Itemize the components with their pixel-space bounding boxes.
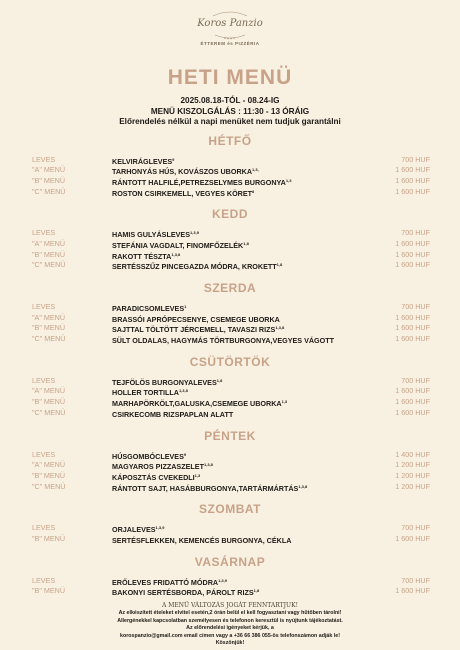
day-section [0,207,460,271]
menu-price: 1 200 HUF [395,481,430,491]
allergen-codes: 1,8 [276,262,283,268]
footer-line: Allergénekkel kapcsolatban személyesen és telefonon keresztül is nyújtunk tájékoztatást. [117,617,343,624]
menu-category: LEVES [32,575,56,585]
dish-name [112,260,282,273]
allergen-codes: 1,3 [285,177,292,183]
footer-line: Az előrendelési igényeket kérjük, a [186,625,274,632]
menu-price: 1 600 HUF [395,386,430,396]
dish-text: PARADICSOMLEVES [112,304,185,313]
menu-price: 1 600 HUF [395,312,430,322]
allergen-codes: 1,3, [252,167,259,173]
dish-text: ORJALEVES [112,525,156,535]
menu-row [0,386,460,397]
dish-text: RAKOTT TÉSZTA [112,251,172,261]
menu-category: "A" MENÜ [32,312,66,322]
day-section [0,429,460,493]
allergen-codes: 1,8 [216,377,223,383]
menu-category: "B" MENÜ [32,249,66,259]
logo-ornament-icon [185,8,275,54]
menu-row [0,450,460,461]
menu-price: 1 600 HUF [395,238,430,248]
footer-line: Köszönjük! [215,640,245,647]
allergen-codes: 1,3,9 [190,230,199,236]
menu-row [0,250,460,261]
dish-name [112,334,334,347]
menu-price: 700 HUF [401,302,430,311]
menu-category: "B" MENÜ [32,175,66,185]
menu-row [0,239,460,250]
menu-category: "B" MENÜ [32,586,66,596]
logo-name: Koros Panzio [197,18,263,29]
menu-row [0,228,460,239]
menu-row [0,187,460,198]
dish-name [112,482,307,495]
menu-price: 700 HUF [401,375,430,385]
dish-text: SÜLT OLDALAS, HAGYMÁS TÖRTBURGONYA,VEGYES VÁGOTT [112,336,335,346]
day-heading: SZERDA [203,281,257,295]
allergen-codes: 1,8 [243,240,249,246]
day-heading: PÉNTEK [204,428,256,443]
footer-note: A MENÜ VÁLTOZÁS JOGÁT FENNTARTJUK! [161,602,299,609]
menu-price: 1 600 HUF [395,260,430,270]
logo [185,8,275,54]
menu-category: "B" MENÜ [32,533,66,543]
serving-time: MENÜ KISZOLGÁLÁS : 11:30 - 13 ÓRÁIG [150,106,310,116]
menu-category: "C" MENÜ [32,260,66,270]
allergen-codes: 1,3,8 [275,325,285,331]
dish-text: TEJFÖLÖS BURGONYALEVES [112,377,217,387]
menu-row [0,534,460,545]
day-section [0,134,460,198]
dish-name [112,534,291,547]
menu-price: 700 HUF [401,228,430,238]
allergen-codes: 1,3 [194,472,201,478]
menu-price: 1 600 HUF [395,186,430,196]
allergen-codes: 9 [172,156,175,162]
menu-price: 1 600 HUF [395,334,430,344]
dish-text: KÁPOSZTÁS CVEKEDLI [112,472,195,482]
menu-row [0,176,460,187]
footer-line: korospanzio@gmail.com email címen vagy a +36 66 386 055-ös telefonszámon adják le! [120,632,340,639]
menu-category: "C" MENÜ [32,186,66,196]
dish-text: TARHONYÁS HÚS, KOVÁSZOS UBORKA [112,167,253,177]
dish-text: SAJTTAL TÖLTÖTT JÉRCEMELL, TAVASZI RIZS [112,325,276,335]
menu-row [0,302,460,313]
menu-price: 1 600 HUF [395,397,430,407]
menu-row [0,586,460,597]
allergen-codes: 1,3,9 [155,525,165,531]
menu-price: 1 200 HUF [395,460,430,470]
menu-row [0,460,460,471]
menu-row [0,165,460,176]
menu-category: LEVES [32,523,56,533]
menu-price: 700 HUF [401,575,430,585]
menu-category: "B" MENÜ [32,323,66,333]
dish-text: BRASSÓI APRÓPECSENYE, CSEMEGE UBORKA [112,314,280,324]
day-section [0,355,460,419]
menu-row [0,576,460,587]
dish-name [112,187,254,200]
day-section [0,502,460,544]
menu-category: "B" MENÜ [32,470,66,480]
dish-text: HÚSGOMBÓCLEVES [112,451,184,461]
dish-text: CSIRKECOMB RIZSPAPLAN ALATT [112,409,234,419]
day-heading: HÉTFŐ [208,133,252,148]
menu-row [0,408,460,419]
menu-row [0,334,460,345]
dish-text: MARHAPÖRKÖLT,GALUSKA,CSEMEGE UBORKA [112,399,282,409]
menu-row [0,376,460,387]
dish-name [112,586,259,599]
day-heading: VASÁRNAP [194,554,266,569]
page-title: HETI MENÜ [167,66,293,89]
menu-price: 1 600 HUF [395,249,430,259]
allergen-codes: 1,3,8 [171,251,181,257]
allergen-codes: 1 [184,304,187,309]
dish-text: STEFÁNIA VAGDALT, FINOMFŐZELÉK [112,240,244,250]
menu-row [0,397,460,408]
menu-category: "A" MENÜ [32,386,66,396]
dish-text: RÁNTOTT HALFILÉ,PETREZSELYMES BURGONYA [112,177,286,187]
day-section [0,281,460,345]
menu-price: 1 600 HUF [395,407,430,417]
dish-text: ERŐLEVES FRIDATTÓ MÓDRA [112,577,219,587]
day-heading: CSÜTÖRTÖK [189,354,271,369]
allergen-codes: 1,3,9 [218,577,227,583]
menu-row [0,155,460,166]
dish-text: HAMIS GULYÁSLEVES [112,230,191,240]
footer [0,601,460,648]
date-range: 2025.08.18-TÓL - 08.24-IG [180,96,280,105]
menu-row [0,313,460,324]
day-heading: SZOMBAT [199,502,261,517]
menu-category: LEVES [32,375,56,385]
menu-category: "A" MENÜ [32,238,66,248]
menu-price: 1 200 HUF [395,470,430,480]
menu-price: 700 HUF [401,523,430,533]
menu-category: "C" MENÜ [32,334,66,344]
menu-category: LEVES [32,449,56,459]
allergen-codes: 9 [183,451,187,457]
menu-row [0,260,460,271]
menu-category: "B" MENÜ [32,397,66,407]
menu-row [0,482,460,493]
menu-price: 1 600 HUF [395,323,430,333]
preorder-notice: Előrendelés nélkül a napi menüket nem tudjuk garantálni [119,117,341,126]
menu-category: "A" MENÜ [32,165,66,175]
menu-category: "C" MENÜ [32,407,66,417]
allergen-codes: 8 [252,188,255,194]
footer-line: Az elkészített ételeket elvitel esetén,2 órán belül el kell fogyasztani vagy hűtőben tárolni! [118,610,342,616]
menu-price: 700 HUF [401,154,430,164]
weekly-menu [0,134,460,598]
menu-price: 1 600 HUF [395,165,430,175]
menu-category: "A" MENÜ [32,460,66,470]
menu-price: 1 600 HUF [395,533,430,543]
menu-category: LEVES [32,302,56,311]
dish-name [112,408,233,421]
dish-text: HOLLER TORTILLA [112,388,179,398]
menu-row [0,523,460,534]
dish-text: KELVIRÁGLEVES [112,156,173,166]
allergen-codes: 1,8 [253,588,260,594]
menu-category: "C" MENÜ [32,481,66,491]
allergen-codes: 1,3,8 [298,483,308,489]
dish-text: SERTÉSSZŰZ PINCEGAZDA MÓDRA, KROKETT [112,262,277,272]
dish-text: SERTÉSFLEKKEN, KEMENCÉS BURGONYA, CÉKLA [112,535,292,545]
menu-price: 1 600 HUF [395,175,430,185]
day-heading: KEDD [211,207,248,222]
menu-row [0,471,460,482]
dish-text: BAKONYI SERTÉSBORDA, PÁROLT RIZS [112,588,254,598]
menu-price: 1 600 HUF [395,586,430,596]
logo-subtitle: ÉTTEREM és PIZZÉRIA [200,41,260,46]
dish-text: ROSTON CSIRKEMELL, VEGYES KÖRET [112,188,253,198]
allergen-codes: 1,3,8 [203,462,213,468]
dish-text: RÁNTOTT SAJT, HASÁBBURGONYA,TARTÁRMÁRTÁS [112,483,299,493]
menu-row [0,323,460,334]
dish-text: MAGYAROS PIZZASZELET [112,462,204,472]
menu-category: LEVES [32,228,56,238]
menu-category: LEVES [32,154,56,164]
allergen-codes: 1,3,8 [178,388,188,394]
allergen-codes: 1,3 [281,399,288,405]
day-section [0,555,460,597]
menu-price: 1 400 HUF [395,449,430,459]
